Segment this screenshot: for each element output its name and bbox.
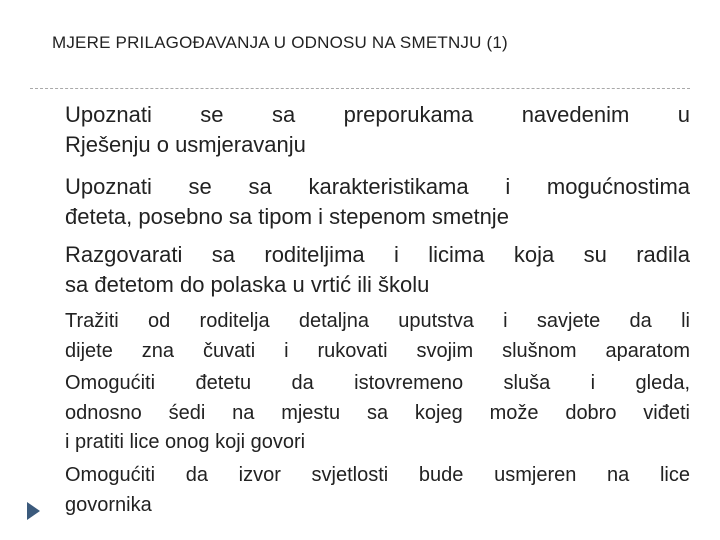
bullet-item	[65, 461, 690, 520]
bullet-line: dijete zna čuvati i rukovati svojim slušnom aparatom	[65, 339, 690, 362]
bullet-line: i pratiti lice onog koji govori	[65, 431, 306, 453]
bullet-item	[65, 172, 690, 232]
bullet-line: Razgovarati sa roditeljima i licima koja su radila	[65, 242, 690, 267]
bullet-item	[65, 240, 690, 300]
arrow-right-icon[interactable]	[27, 502, 40, 520]
bullet-line: govornika	[65, 493, 152, 516]
bullet-item	[65, 100, 690, 160]
bullet-line: Rješenju o usmjeravanju	[65, 132, 306, 157]
bullet-line: đeteta, posebno sa tipom i stepenom smetnje	[65, 204, 509, 229]
bullet-line: Omogućiti da izvor svjetlosti bude usmjeren na lice	[65, 464, 690, 486]
bullet-line: sa đetetom do polaska u vrtić ili školu	[65, 272, 430, 297]
bullet-line: Omogućiti đetetu da istovremeno sluša i gleda,	[65, 372, 690, 394]
bullet-line: Upoznati se sa karakteristikama i mogućnostima	[65, 174, 690, 199]
bullet-line: Tražiti od roditelja detaljna uputstva i savjete da li	[65, 310, 690, 332]
page-title: MJERE PRILAGOĐAVANJA U ODNOSU NA SMETNJU (1)	[52, 33, 508, 52]
bullet-item	[65, 369, 690, 458]
bullet-line: Upoznati se sa preporukama navedenim u	[65, 102, 690, 127]
bullet-item	[65, 307, 690, 366]
bullet-line: odnosno śedi na mjestu sa kojeg može dobro viđeti	[65, 401, 690, 424]
